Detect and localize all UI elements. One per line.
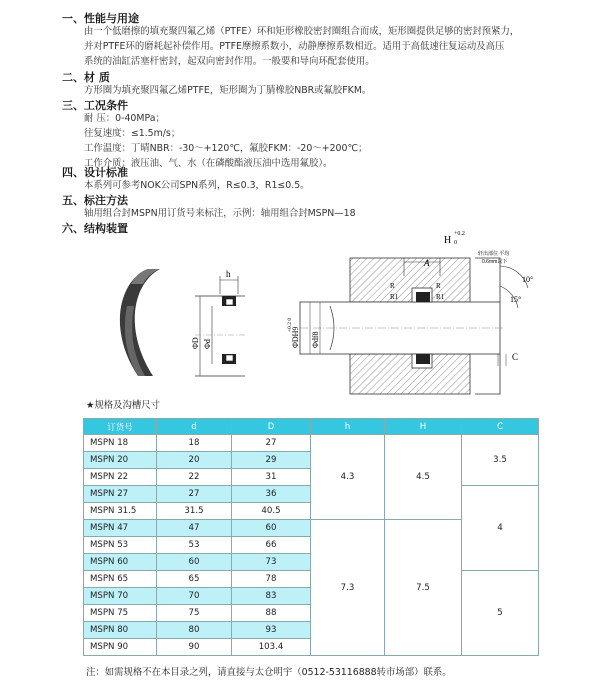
cell-C-group: 3.5 xyxy=(462,435,539,486)
label-R1-top: R1 xyxy=(390,293,399,301)
cell-code: MSPN 60 xyxy=(84,554,157,571)
section-6-title: 六、结构装置 xyxy=(62,222,128,235)
cell-h-group: 7.3 xyxy=(311,520,385,656)
cell-D: 73 xyxy=(232,554,311,571)
label-angle-10: 10° xyxy=(522,275,534,284)
section-2-title: 二、材 质 xyxy=(62,71,110,84)
label-A: A xyxy=(424,258,430,268)
cell-d: 65 xyxy=(157,571,232,588)
label-angle-15: 15° xyxy=(510,295,522,304)
section-1-title: 一、性能与用途 xyxy=(62,12,139,25)
cell-D: 31 xyxy=(232,469,311,486)
cell-D: 60 xyxy=(232,520,311,537)
label-H-tol-sub: 0 xyxy=(454,240,457,246)
cell-code: MSPN 80 xyxy=(84,622,157,639)
cell-code: MSPN 65 xyxy=(84,571,157,588)
label-phi-D: ΦD xyxy=(191,337,200,349)
seal-cross-section xyxy=(195,276,245,376)
section-2-line: 方形圈为填充聚四氟乙烯PTFE，矩形圈为丁腈橡胶NBR或氟胶FKM。 xyxy=(84,85,372,96)
section-3-line: 往复速度：≤1.5m/s； xyxy=(84,128,181,139)
cell-H-group: 4.5 xyxy=(385,435,462,520)
cell-D: 27 xyxy=(232,435,311,452)
section-3-body xyxy=(84,111,367,171)
cell-D: 36 xyxy=(232,486,311,503)
cell-D: 66 xyxy=(232,537,311,554)
cell-code: MSPN 18 xyxy=(84,435,157,452)
cell-d: 90 xyxy=(157,639,232,656)
cell-h-group: 4.3 xyxy=(311,435,385,520)
section-3-title: 三、工况条件 xyxy=(62,99,128,112)
structure-diagram xyxy=(0,231,593,396)
header-D: D xyxy=(232,419,311,435)
cell-D: 40.5 xyxy=(232,503,311,520)
label-phi-D-h9: ΦDH9 xyxy=(291,326,300,348)
cell-code: MSPN 31.5 xyxy=(84,503,157,520)
cell-d: 70 xyxy=(157,588,232,605)
label-note: 轩出部位 平均 xyxy=(478,251,510,257)
cell-C-group: 5 xyxy=(462,571,539,656)
cell-D: 83 xyxy=(232,588,311,605)
section-5-title: 五、标注方法 xyxy=(62,194,128,207)
section-4-title: 四、设计标准 xyxy=(62,166,128,179)
cell-d: 18 xyxy=(157,435,232,452)
cell-d: 80 xyxy=(157,622,232,639)
label-R-right: R xyxy=(436,282,441,290)
header-h: h xyxy=(311,419,385,435)
section-1-line: 由一个低磨擦的填充聚四氟乙烯（PTFE）环和矩形橡胶密封圈组合而成，矩形圈提供足够的密封预紧力， xyxy=(84,26,520,37)
footnote: 注：如需规格不在本目录之列，请直接与太仓明宇（0512-53116888转市场部）联系。 xyxy=(86,667,452,678)
cell-code: MSPN 20 xyxy=(84,452,157,469)
cell-D: 88 xyxy=(232,605,311,622)
header-code: 订货号 xyxy=(84,419,157,435)
section-4-line: 本系列可参考NOK公司SPN系列，R≤0.3，R1≤0.5。 xyxy=(84,180,310,191)
cell-d: 22 xyxy=(157,469,232,486)
cell-D: 93 xyxy=(232,622,311,639)
header-d: d xyxy=(157,419,232,435)
section-4-body xyxy=(84,178,310,193)
cell-code: MSPN 22 xyxy=(84,469,157,486)
cell-code: MSPN 75 xyxy=(84,605,157,622)
spec-table xyxy=(83,418,539,656)
cell-H-group: 7.5 xyxy=(385,520,462,656)
cell-d: 20 xyxy=(157,452,232,469)
label-phi-D-tol: +0.2 0 xyxy=(287,317,293,332)
table-header-row xyxy=(84,419,539,435)
cell-d: 47 xyxy=(157,520,232,537)
header-C: C xyxy=(462,419,539,435)
section-5-line: 轴用组合封MSPN用订货号来标注，示例：轴用组合封MSPN—18 xyxy=(84,208,356,219)
cell-d: 53 xyxy=(157,537,232,554)
section-1-line: 并对PTFE环的磨耗起补偿作用。PTFE摩擦系数小，动静摩擦系数相近。适用于高低速往复运动及高压 xyxy=(84,41,505,52)
label-H-tol-sup: +0.2 xyxy=(454,231,465,237)
label-phi-d-f8: Φdf8 xyxy=(311,331,320,348)
cell-code: MSPN 53 xyxy=(84,537,157,554)
cell-D: 103.4 xyxy=(232,639,311,656)
cell-code: MSPN 27 xyxy=(84,486,157,503)
cell-d: 27 xyxy=(157,486,232,503)
seal-ring-3d xyxy=(120,269,160,376)
cell-d: 75 xyxy=(157,605,232,622)
label-note2: 0.6mm以下 xyxy=(482,259,508,265)
table-row xyxy=(84,435,539,452)
cell-code: MSPN 70 xyxy=(84,588,157,605)
cell-code: MSPN 47 xyxy=(84,520,157,537)
table-caption: ★规格及沟槽尺寸 xyxy=(86,400,161,411)
section-1-line: 系统的油缸活塞杆密封，起双向密封作用。一般要和导向环配套使用。 xyxy=(84,56,375,67)
assembly-section xyxy=(300,258,528,394)
cell-d: 60 xyxy=(157,554,232,571)
label-C: C xyxy=(512,352,519,362)
label-H: H xyxy=(444,235,452,246)
section-5-body xyxy=(84,206,356,221)
label-h: h xyxy=(226,269,231,279)
label-R-top: R xyxy=(390,282,395,290)
section-1-body xyxy=(84,24,519,69)
cell-code: MSPN 90 xyxy=(84,639,157,656)
section-3-line: 工作介质：液压油、气、水（在磷酸酯液压油中选用氟胶）。 xyxy=(84,158,333,169)
section-3-line: 工作温度：丁晴NBR：-30～+120℃，氟胶FKM：-20～+200℃； xyxy=(84,143,368,154)
header-H: H xyxy=(385,419,462,435)
cell-D: 29 xyxy=(232,452,311,469)
section-2-body xyxy=(84,83,371,98)
section-3-line: 耐 压：0-40MPa； xyxy=(84,113,165,124)
label-phi-d: Φd xyxy=(203,339,212,349)
cell-D: 78 xyxy=(232,571,311,588)
cell-C-group: 4 xyxy=(462,486,539,571)
cell-d: 31.5 xyxy=(157,503,232,520)
label-R1-right: R1 xyxy=(436,293,445,301)
